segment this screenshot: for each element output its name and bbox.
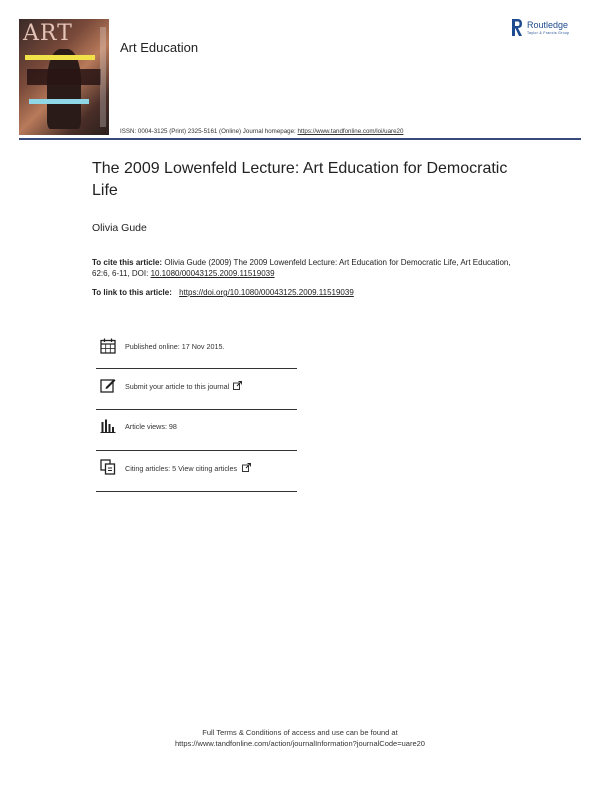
footer-terms-text: Full Terms & Conditions of access and use can be found at (202, 728, 398, 737)
cover-figure (47, 49, 81, 129)
info-divider (96, 409, 297, 410)
info-divider (96, 450, 297, 451)
cover-band (27, 69, 101, 85)
link-label: To link to this article: (92, 288, 172, 297)
calendar-icon (100, 338, 116, 354)
publisher-tagline: Taylor & Francis Group (527, 31, 570, 35)
external-link-icon (233, 381, 242, 390)
cover-stripe-yellow (25, 55, 95, 60)
info-divider (96, 368, 297, 369)
published-online-text: Published online: 17 Nov 2015. (125, 342, 225, 351)
citing-documents-icon (100, 459, 116, 475)
cover-side-strip (100, 27, 106, 127)
article-author: Olivia Gude (92, 222, 147, 234)
publisher-name: Routledge (527, 20, 569, 30)
footer-terms-link[interactable]: https://www.tandfonline.com/action/journalInformation?journalCode=uare20 (175, 739, 425, 748)
cite-text: Olivia Gude (2009) The 2009 Lowenfeld Lecture: Art Education for Democratic Life, Art Education, 62:6, 6-11, DOI: (92, 258, 511, 278)
external-link-icon (242, 463, 251, 472)
cover-stripe-cyan (29, 99, 89, 104)
cite-label: To cite this article: (92, 258, 163, 267)
issn-line (120, 128, 403, 135)
citing-articles-text: Citing articles: 5 View citing articles (125, 464, 238, 473)
submit-article-text: Submit your article to this journal (125, 382, 230, 391)
citation-block (92, 257, 522, 279)
doi-link[interactable]: 10.1080/00043125.2009.11519039 (150, 269, 275, 278)
article-url-link[interactable]: https://doi.org/10.1080/00043125.2009.11519039 (179, 288, 354, 297)
issn-text: ISSN: 0004-3125 (Print) 2325-5161 (Online) Journal homepage: (120, 128, 296, 135)
routledge-r-icon (510, 18, 524, 38)
link-block (92, 288, 354, 297)
published-online-item (100, 338, 296, 376)
edit-pencil-icon (100, 377, 116, 393)
citing-articles-link[interactable] (125, 463, 251, 473)
journal-title: Art Education (120, 40, 199, 55)
article-views-text: Article views: 98 (125, 422, 177, 431)
header-divider (19, 138, 581, 140)
article-title: The 2009 Lowenfeld Lecture: Art Education for Democratic Life (92, 160, 508, 199)
footer-terms (0, 727, 600, 749)
publisher-logo (510, 18, 590, 48)
bar-chart-icon (100, 418, 116, 434)
info-divider (96, 491, 297, 492)
journal-cover-image (19, 19, 109, 135)
submit-article-link[interactable] (125, 381, 242, 391)
cover-art-word: ART (23, 21, 73, 46)
journal-homepage-link[interactable]: https://www.tandfonline.com/loi/uare20 (297, 128, 404, 135)
